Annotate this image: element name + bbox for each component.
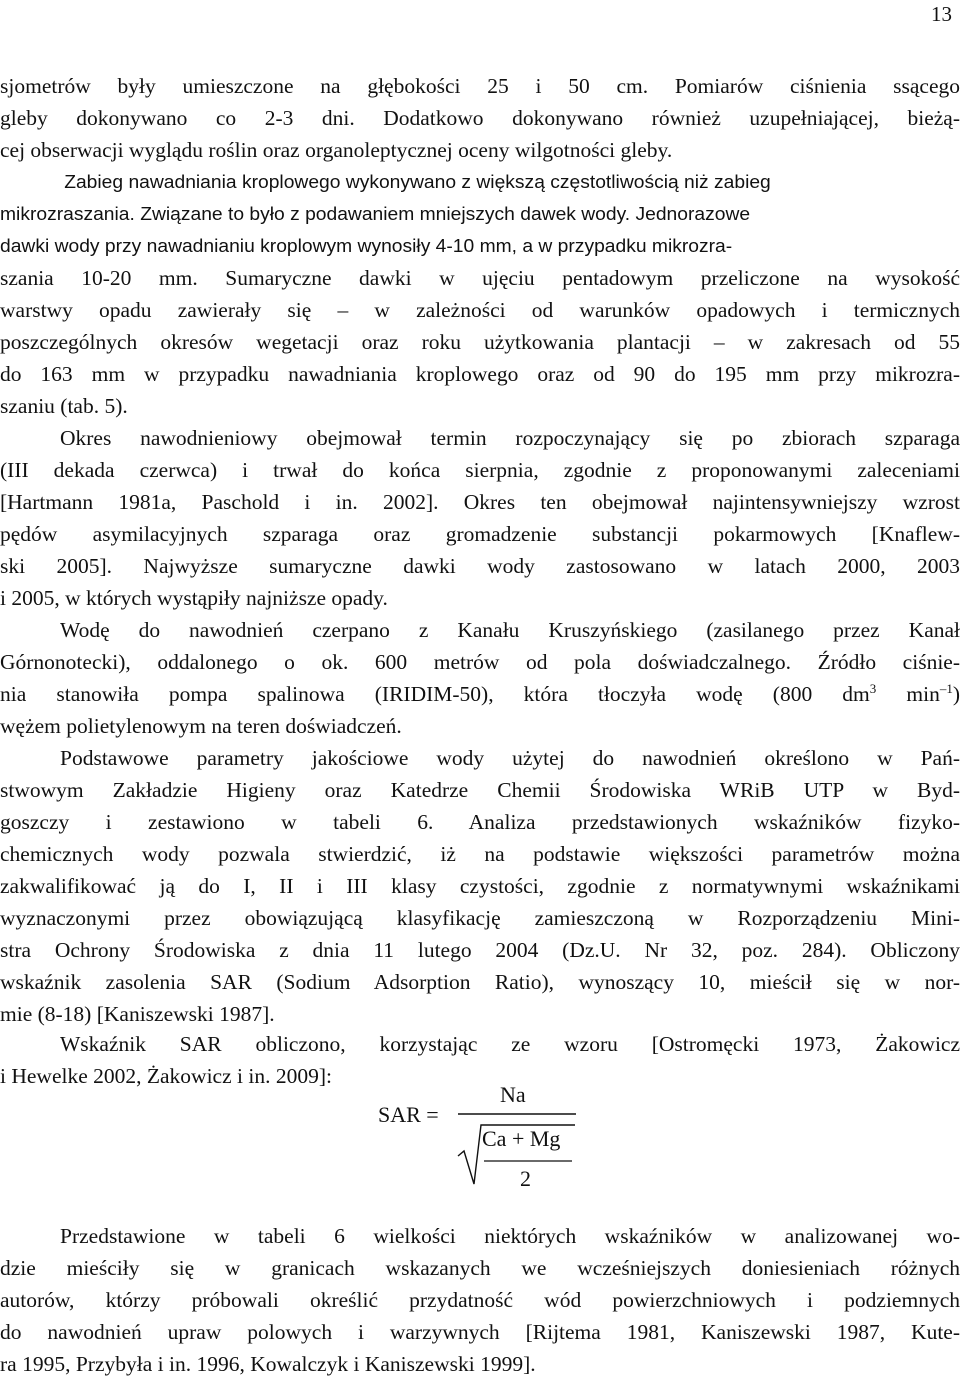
text-line: ra 1995, Przybyła i in. 1996, Kowalczyk i Kaniszewski 1999]. [0, 1352, 536, 1376]
text-line: nia stanowiła pompa spalinowa (IRIDIM-50), która tłoczyła wodę (800 dm [0, 682, 870, 706]
formula-radicand: Ca + Mg [482, 1126, 561, 1151]
text-line: stwowym Zakładzie Higieny oraz Katedrze Chemii Środowiska WRiB UTP w Byd- [0, 778, 960, 802]
text-line: sjometrów były umieszczone na głębokości 25 i 50 cm. Pomiarów ciśnienia ssącego [0, 74, 960, 98]
text-line: dzie mieściły się w granicach wskazanych we wcześniejszych doniesieniach różnych [0, 1256, 960, 1280]
sar-formula [0, 1070, 960, 1200]
text-line: [Hartmann 1981a, Paschold i in. 2002]. Okres ten obejmował najintensywniejszy wzrost [0, 490, 960, 514]
text-line: dawki wody przy nawadnianiu kroplowym wynosiły 4-10 mm, a w przypadku mikrozra- [0, 236, 733, 256]
text-line: ski 2005]. Najwyższe sumaryczne dawki wody zastosowano w latach 2000, 2003 [0, 554, 960, 578]
formula-lhs: SAR = [378, 1102, 439, 1127]
text-line: szaniu (tab. 5). [0, 394, 128, 418]
text-line: mie (8-18) [Kaniszewski 1987]. [0, 1002, 275, 1026]
text-line: goszczy i zestawiono w tabeli 6. Analiza przedstawionych wskaźników fizyko- [0, 810, 960, 834]
text-line-with-unit [0, 678, 960, 710]
text-line: Przedstawione w tabeli 6 wielkości niektórych wskaźników w analizowanej wo- [60, 1224, 960, 1248]
text-line: Okres nawodnieniowy obejmował termin rozpoczynający się po zbiorach szparaga [60, 426, 960, 450]
unit-superscript: –1 [939, 681, 953, 696]
unit-text: min [876, 682, 940, 706]
text-line: Górnonotecki), oddalonego o ok. 600 metrów od pola doświadczalnego. Źródło ciśnie- [0, 650, 960, 674]
text-line: szania 10-20 mm. Sumaryczne dawki w ujęciu pentadowym przeliczone na wysokość [0, 266, 960, 290]
text-line: (III dekada czerwca) i trwał do końca sierpnia, zgodnie z proponowanymi zaleceniami [0, 458, 960, 482]
text-line: wężem polietylenowym na teren doświadczeń. [0, 714, 402, 738]
formula-divisor: 2 [520, 1166, 531, 1191]
text-line: cej obserwacji wyglądu roślin oraz organoleptycznej oceny wilgotności gleby. [0, 138, 673, 162]
unit-superscript: 3 [869, 681, 877, 696]
text-line: i 2005, w których wystąpiły najniższe opady. [0, 586, 388, 610]
fraction-and-root-lines [0, 1070, 960, 1200]
text-line: Wodę do nawodnień czerpano z Kanału Kruszyńskiego (zasilanego przez Kanał [60, 618, 960, 642]
page-number: 13 [931, 2, 952, 26]
text-line: Zabieg nawadniania kroplowego wykonywano z większą częstotliwością niż zabieg [64, 172, 771, 192]
text-line: Wskaźnik SAR obliczono, korzystając ze wzoru [Ostromęcki 1973, Żakowicz [60, 1032, 960, 1056]
text-line: wskaźnik zasolenia SAR (Sodium Adsorption Ratio), wynoszący 10, mieścił się w nor- [0, 970, 960, 994]
text-line: chemicznych wody pozwala stwierdzić, iż na podstawie większości parametrów można [0, 842, 960, 866]
text-line: poszczególnych okresów wegetacji oraz roku użytkowania plantacji – w zakresach od 55 [0, 330, 960, 354]
text-line: zakwalifikować ją do I, II i III klasy czystości, zgodnie z normatywnymi wskaźnikami [0, 874, 960, 898]
text-line: i Hewelke 2002, Żakowicz i in. 2009]: [0, 1064, 332, 1088]
text-line: do nawodnień upraw polowych i warzywnych [Rijtema 1981, Kaniszewski 1987, Kute- [0, 1320, 960, 1344]
text-line: warstwy opadu zawierały się – w zależności od warunków opadowych i termicznych [0, 298, 960, 322]
text-line: mikrozraszania. Związane to było z podawaniem mniejszych dawek wody. Jednorazowe [0, 204, 751, 224]
text-line: pędów asymilacyjnych szparaga oraz gromadzenie substancji pokarmowych [Knaflew- [0, 522, 960, 546]
text-line: autorów, którzy próbowali określić przydatność wód powierzchniowych i podziemnych [0, 1288, 960, 1312]
text-line: gleby dokonywano co 2-3 dni. Dodatkowo dokonywano również uzupełniającej, bieżą- [0, 106, 960, 130]
formula-numerator: Na [500, 1082, 526, 1107]
text-line: stra Ochrony Środowiska z dnia 11 lutego 2004 (Dz.U. Nr 32, poz. 284). Obliczony [0, 938, 960, 962]
text-line: do 163 mm w przypadku nawadniania kroplowego oraz od 90 do 195 mm przy mikrozra- [0, 362, 960, 386]
unit-text: ) [952, 682, 960, 706]
text-line: wyznaczonymi przez obowiązującą klasyfikację zamieszczoną w Rozporządzeniu Mini- [0, 906, 960, 930]
text-line: Podstawowe parametry jakościowe wody użytej do nawodnień określono w Pań- [60, 746, 960, 770]
